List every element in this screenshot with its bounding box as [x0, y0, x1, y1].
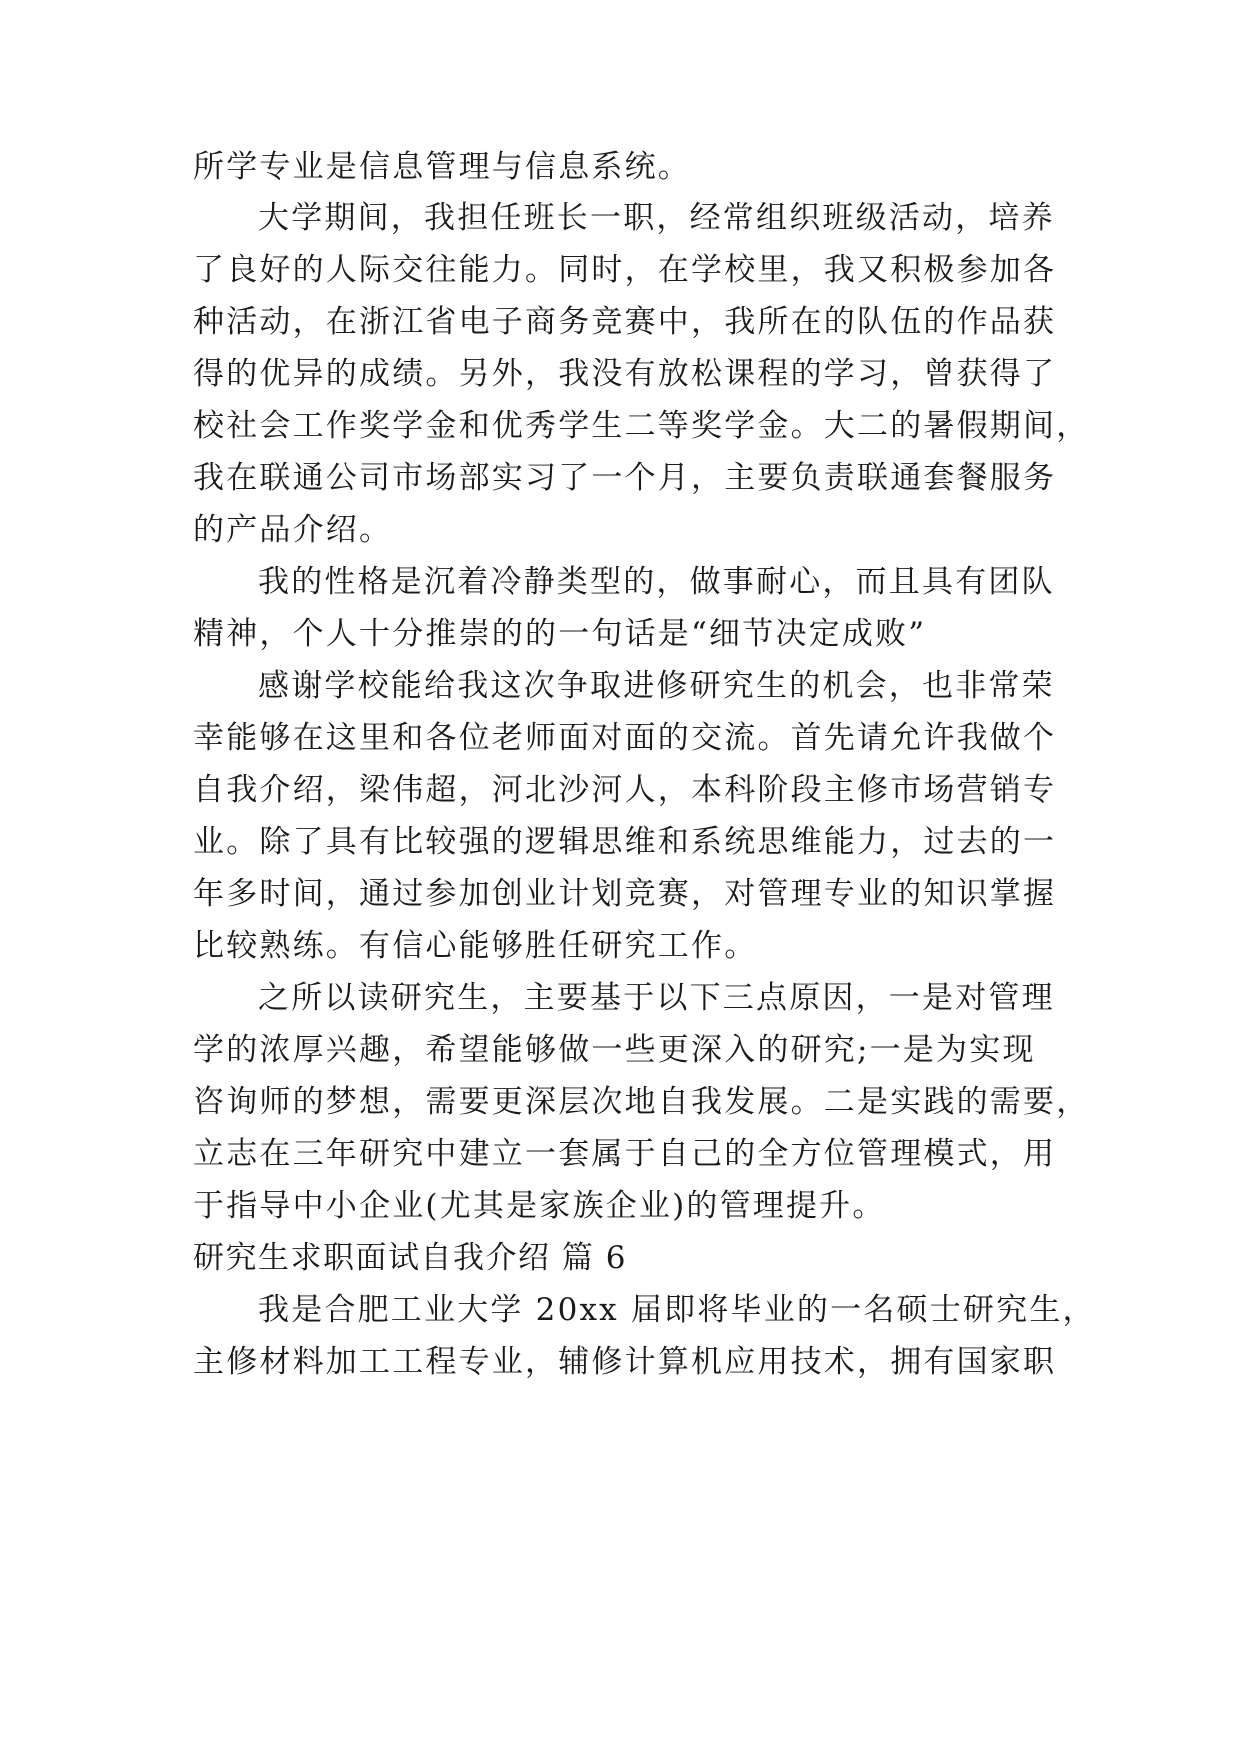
text-line: 年多时间，通过参加创业计划竞赛，对管理专业的知识掌握: [193, 876, 1057, 912]
text-line: 校社会工作奖学金和优秀学生二等奖学金。大二的暑假期间，: [193, 408, 1090, 444]
text-line: 种活动，在浙江省电子商务竞赛中，我所在的队伍的作品获: [193, 304, 1057, 340]
text-line: 于指导中小企业(尤其是家族企业)的管理提升。: [193, 1188, 886, 1224]
text-line: 咨询师的梦想，需要更深层次地自我发展。二是实践的需要，: [193, 1084, 1090, 1120]
paragraph-start-line: 我是合肥工业大学 20xx 届即将毕业的一名硕士研究生，: [258, 1292, 1096, 1328]
text-line: 自我介绍，梁伟超，河北沙河人，本科阶段主修市场营销专: [193, 772, 1057, 808]
text-line: 了良好的人际交往能力。同时，在学校里，我又积极参加各: [193, 252, 1057, 288]
paragraph-start-line: 感谢学校能给我这次争取进修研究生的机会，也非常荣: [258, 668, 1055, 704]
text-line: 得的优异的成绩。另外，我没有放松课程的学习，曾获得了: [193, 356, 1057, 392]
text-line: 主修材料加工工程专业，辅修计算机应用技术，拥有国家职: [193, 1344, 1057, 1380]
text-line: 业。除了具有比较强的逻辑思维和系统思维能力，过去的一: [193, 824, 1057, 860]
paragraph-start-line: 之所以读研究生，主要基于以下三点原因，一是对管理: [258, 980, 1055, 1016]
section-heading: 研究生求职面试自我介绍 篇 6: [193, 1240, 627, 1276]
text-line: 精神，个人十分推崇的的一句话是“细节决定成败”: [193, 616, 927, 652]
text-line: 所学专业是信息管理与信息系统。: [193, 149, 691, 185]
text-line: 比较熟练。有信心能够胜任研究工作。: [193, 928, 758, 964]
text-line: 的产品介绍。: [193, 512, 393, 548]
text-line: 幸能够在这里和各位老师面对面的交流。首先请允许我做个: [193, 720, 1057, 756]
paragraph-start-line: 我的性格是沉着冷静类型的，做事耐心，而且具有团队: [258, 564, 1055, 600]
text-line: 我在联通公司市场部实习了一个月，主要负责联通套餐服务: [193, 460, 1057, 496]
text-line: 学的浓厚兴趣，希望能够做一些更深入的研究;一是为实现: [193, 1032, 1036, 1068]
paragraph-start-line: 大学期间，我担任班长一职，经常组织班级活动，培养: [258, 200, 1055, 236]
text-line: 立志在三年研究中建立一套属于自己的全方位管理模式，用: [193, 1136, 1057, 1172]
